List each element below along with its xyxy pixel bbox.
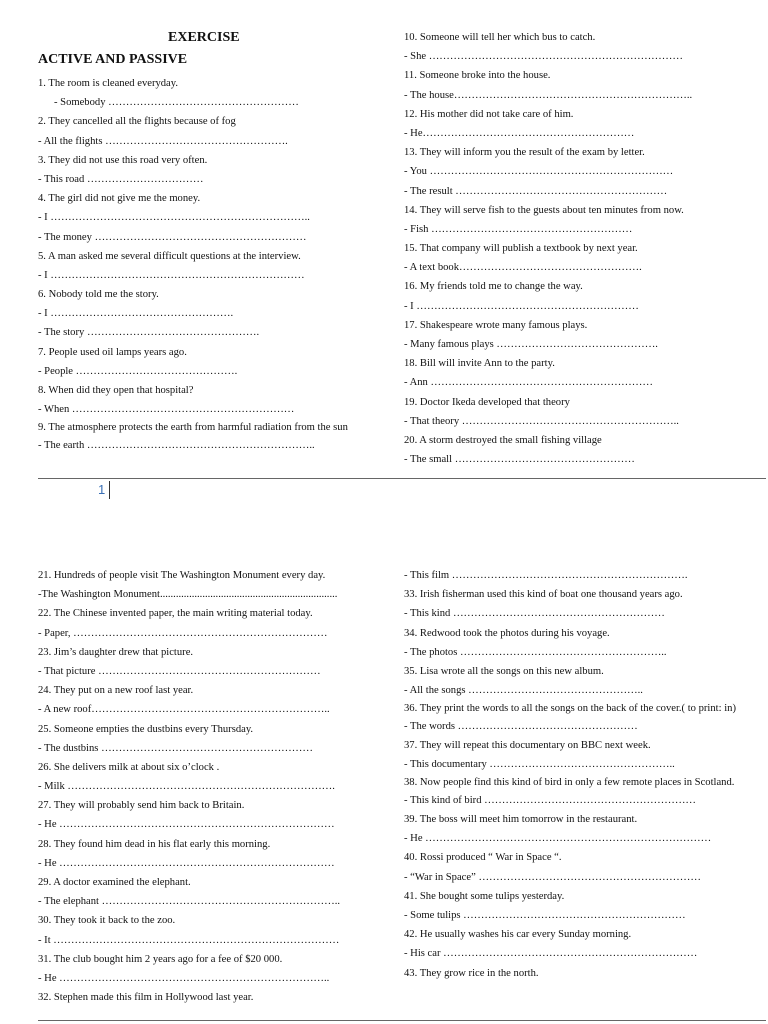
question-line: 7. People used oil lamps years ago. xyxy=(38,346,187,358)
page-number-bar xyxy=(109,481,110,499)
answer-line: - A text book……………………………………………. xyxy=(404,262,642,274)
answer-line: - Milk …………………………………………………………………. xyxy=(38,781,335,793)
answer-line: - He …………………………………………………………………… xyxy=(38,857,335,869)
question-line: 37. They will repeat this documentary on BBC next week. xyxy=(404,740,651,751)
page-number: 1 xyxy=(98,482,106,497)
answer-line: - “War in Space” ……………………………………………………… xyxy=(404,871,701,883)
answer-line: - Paper, ……………………………………………………………… xyxy=(38,627,328,639)
question-line: 10. Someone will tell her which bus to catch. xyxy=(404,32,596,43)
question-line: 21. Hundreds of people visit The Washington Monument every day. xyxy=(38,570,326,581)
answer-line: - Many famous plays ………………………………………. xyxy=(404,339,658,350)
answer-line: - The small …………………………………………… xyxy=(404,454,635,466)
answer-line: - All the songs ………………………………………….. xyxy=(404,685,643,697)
question-line: 16. My friends told me to change the way. xyxy=(404,281,583,293)
answer-line: - Ann ……………………………………………………… xyxy=(404,377,653,389)
answer-line: - He ……………………………………………………………………… xyxy=(404,833,712,845)
question-line: 39. The boss will meet him tomorrow in the restaurant. xyxy=(404,814,638,826)
question-line: 40. Rossi produced “ War in Space “. xyxy=(404,852,562,864)
question-line: 29. A doctor examined the elephant. xyxy=(38,877,191,888)
answer-line: - I ……………………………………………. xyxy=(38,308,234,320)
question-line: 32. Stephen made this film in Hollywood last year. xyxy=(38,992,254,1004)
question-line: 8. When did they open that hospital? xyxy=(38,385,194,396)
question-line: 36. They print the words to all the songs on the back of the cover.( to print: in) xyxy=(404,703,736,715)
question-line: 35. Lisa wrote all the songs on this new album. xyxy=(404,665,604,677)
answer-line: - She ……………………………………………………………… xyxy=(404,51,683,63)
answer-line: - Some tulips ……………………………………………………… xyxy=(404,910,686,921)
answer-line: - This film …………………………………………………………. xyxy=(404,570,688,581)
answer-line: - The story …………………………………………. xyxy=(38,327,260,339)
question-line: 14. They will serve fish to the guests about ten minutes from now. xyxy=(404,204,684,216)
answer-line: - All the flights ……………………………………………. xyxy=(38,135,288,147)
answer-line: - The photos ………………………………………………….. xyxy=(404,646,667,658)
question-line: 20. A storm destroyed the small fishing village xyxy=(404,434,602,446)
page1-left-column xyxy=(38,74,373,455)
answer-line: - He ………………………………………………………………….. xyxy=(38,972,330,984)
answer-line: - A new roof………………………………………………………….. xyxy=(38,704,330,716)
question-line: 34. Redwood took the photos during his voyage. xyxy=(404,627,610,639)
answer-line: - The earth ……………………………………………………….. xyxy=(38,439,315,451)
question-line: 24. They put on a new roof last year. xyxy=(38,685,194,697)
question-line: 12. His mother did not take care of him. xyxy=(404,108,574,120)
answer-line: - You …………………………………………………………… xyxy=(404,166,674,178)
question-line: 38. Now people find this kind of bird in only a few remote places in Scotland. xyxy=(404,777,735,789)
answer-line: - That picture ……………………………………………………… xyxy=(38,665,321,677)
question-line: 4. The girl did not give me the money. xyxy=(38,193,201,205)
question-line: 5. A man asked me several difficult questions at the interview. xyxy=(38,250,301,262)
section-heading: ACTIVE AND PASSIVE xyxy=(38,52,188,67)
question-line: 19. Doctor Ikeda developed that theory xyxy=(404,396,570,408)
question-line: 26. She delivers milk at about six o’clock . xyxy=(38,761,220,773)
answer-line: - He…………………………………………………… xyxy=(404,127,635,139)
answer-line: - People ………………………………………. xyxy=(38,365,238,377)
question-line: 13. They will inform you the result of the exam by letter. xyxy=(404,147,645,159)
question-line: 30. They took it back to the zoo. xyxy=(38,915,176,927)
question-line: 41. She bought some tulips yesterday. xyxy=(404,890,565,902)
question-line: 11. Someone broke into the house. xyxy=(404,70,551,82)
answer-line: - The dustbins …………………………………………………… xyxy=(38,742,313,754)
page-bottom-divider xyxy=(38,1020,766,1021)
answer-line: - The house………………………………………………………….. xyxy=(404,89,693,101)
question-line: 33. Irish fisherman used this kind of boat one thousand years ago. xyxy=(404,589,683,601)
answer-line: -The Washington Monument................................................................... xyxy=(38,589,338,601)
question-line: 27. They will probably send him back to Britain. xyxy=(38,800,245,812)
question-line: 9. The atmosphere protects the earth from harmful radiation from the sun xyxy=(38,422,348,434)
question-line: 17. Shakespeare wrote many famous plays. xyxy=(404,319,588,331)
page-footer-divider xyxy=(38,478,766,479)
answer-line: - The elephant ………………………………………………………….. xyxy=(38,896,340,908)
question-line: 42. He usually washes his car every Sunday morning. xyxy=(404,929,632,941)
answer-line: - When ……………………………………………………… xyxy=(38,404,295,416)
answer-line: - That theory …………………………………………………….. xyxy=(404,415,679,427)
question-line: 3. They did not use this road very often. xyxy=(38,154,208,166)
question-line: 1. The room is cleaned everyday. xyxy=(38,78,179,89)
answer-line: - This kind of bird …………………………………………………… xyxy=(404,794,697,806)
question-line: 23. Jim’s daughter drew that picture. xyxy=(38,646,194,658)
answer-line: - This kind …………………………………………………… xyxy=(404,608,665,620)
page2-right-column xyxy=(404,566,739,983)
question-line: 22. The Chinese invented paper, the main writing material today. xyxy=(38,608,313,620)
question-line: 18. Bill will invite Ann to the party. xyxy=(404,358,555,370)
question-line: 6. Nobody told me the story. xyxy=(38,289,159,301)
answer-line: - The words …………………………………………… xyxy=(404,720,638,732)
question-line: 28. They found him dead in his flat early this morning. xyxy=(38,838,271,850)
answer-line: - It ……………………………………………………………………… xyxy=(38,934,340,946)
page1-right-column xyxy=(404,28,739,469)
question-line: 43. They grow rice in the north. xyxy=(404,967,539,979)
answer-line: - This road …………………………… xyxy=(38,173,204,185)
question-line: 31. The club bought him 2 years ago for a fee of $20 000. xyxy=(38,953,283,965)
question-line: 15. That company will publish a textbook by next year. xyxy=(404,243,638,255)
answer-line: - I ……………………………………………………… xyxy=(404,300,639,312)
answer-line: - Somebody ……………………………………………… xyxy=(54,97,299,109)
answer-line: - He …………………………………………………………………… xyxy=(38,819,335,831)
answer-line: - The result …………………………………………………… xyxy=(404,185,668,197)
answer-line: - I ……………………………………………………………… xyxy=(38,269,305,281)
answer-line: - His car ……………………………………………………………… xyxy=(404,948,698,960)
question-line: 2. They cancelled all the flights because of fog xyxy=(38,116,236,128)
answer-line: - I ……………………………………………………………….. xyxy=(38,212,310,224)
answer-line: - This documentary …………………………………………….. xyxy=(404,759,675,771)
page-title: EXERCISE xyxy=(168,30,240,45)
question-line: 25. Someone empties the dustbins every Thursday. xyxy=(38,723,254,735)
answer-line: - Fish ………………………………………………… xyxy=(404,223,633,235)
answer-line: - The money …………………………………………………… xyxy=(38,231,307,243)
page2-left-column xyxy=(38,566,373,1007)
